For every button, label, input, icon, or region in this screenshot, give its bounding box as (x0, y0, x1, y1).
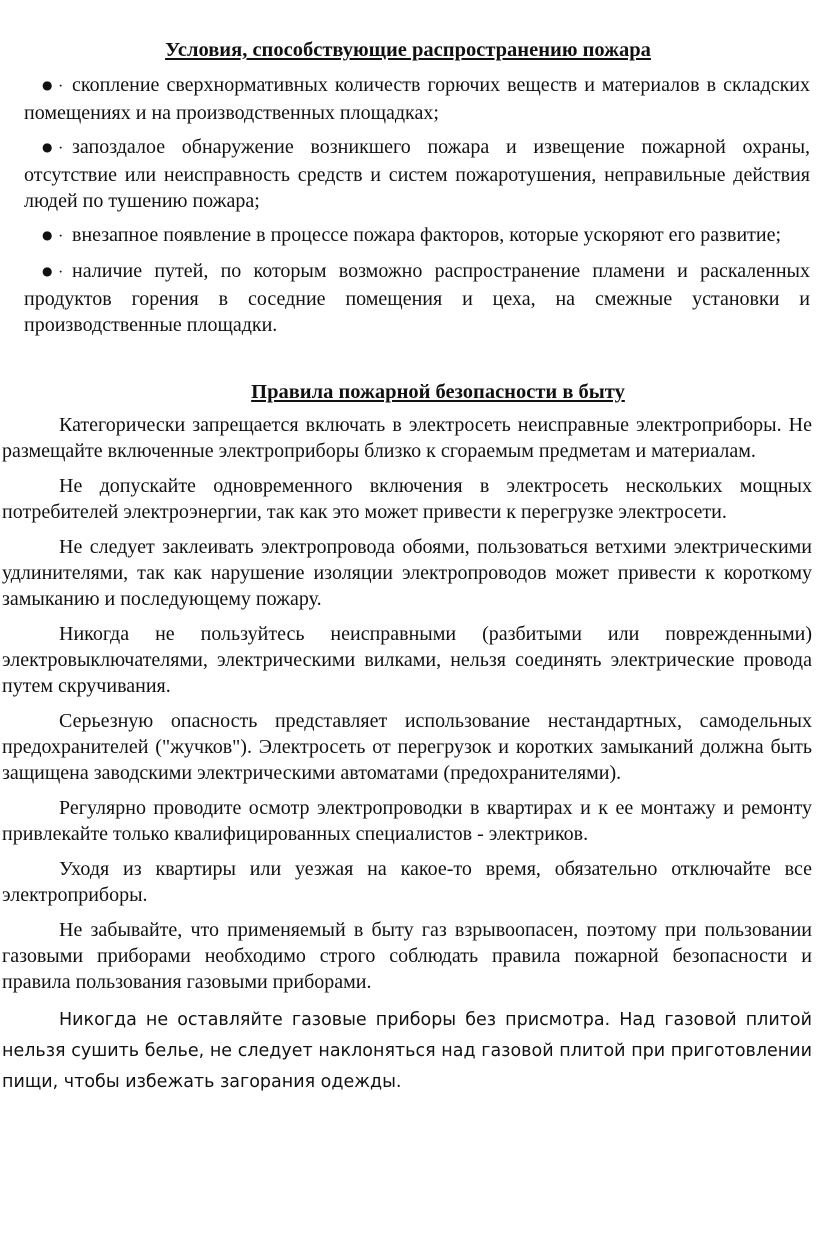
paragraph: Никогда не оставляйте газовые приборы без присмотра. Над газовой плитой нельзя сушить белье, не следует наклоняться над газовой плитой при приготовлении пищи, чтобы избежать загорания одежды. (2, 1010, 812, 1092)
dot-marker: · (58, 78, 64, 95)
paragraph: Уходя из квартиры или уезжая на какое-то время, обязательно отключайте все электроприборы. (2, 858, 812, 906)
section-title-household-fire-safety: Правила пожарной безопасности в быту (251, 381, 625, 403)
list-item (24, 258, 810, 338)
bullet-icon: ● (42, 140, 53, 154)
paragraph: Серьезную опасность представляет использование нестандартных, самодельных предохранителей ("жучков"). Электросеть от перегрузок и коротких замыканий должна быть защищена заводскими электрическими автоматами (предохранителями). (2, 710, 812, 784)
list-item-text: внезапное появление в процессе пожара факторов, которые ускоряют его развитие; (72, 224, 782, 246)
conditions-list (2, 72, 814, 338)
paragraph: Не следует заклеивать электропровода обоями, пользоваться ветхими электрическими удлинителями, так как нарушение изоляции электропроводов может привести к короткому замыканию и последующему пожару. (2, 536, 812, 610)
list-item-text: скопление сверхнормативных количеств горючих веществ и материалов в складских помещениях и на производственных площадках; (24, 74, 810, 124)
paragraph: Не допускайте одновременного включения в электросеть нескольких мощных потребителей электроэнергии, так как это может привести к перегрузке электросети. (2, 475, 812, 523)
list-item (24, 134, 810, 214)
list-item (24, 222, 810, 250)
list-item-text: запоздалое обнаружение возникшего пожара и извещение пожарной охраны, отсутствие или неисправность средств и систем пожаротушения, неправильные действия людей по тушению пожара; (24, 136, 810, 212)
dot-marker: · (58, 228, 64, 245)
dot-marker: · (58, 140, 64, 157)
bullet-icon: ● (42, 78, 53, 92)
list-item-text: наличие путей, по которым возможно распространение пламени и раскаленных продуктов горения в соседние помещения и цеха, на смежные установки и производственные площадки. (24, 260, 810, 336)
paragraph: Регулярно проводите осмотр электропроводки в квартирах и к ее монтажу и ремонту привлекайте только квалифицированных специалистов - электриков. (2, 797, 812, 845)
paragraph: Не забывайте, что применяемый в быту газ взрывоопасен, поэтому при пользовании газовыми приборами необходимо строго соблюдать правила пожарной безопасности и правила пользования газовыми приборами. (2, 919, 812, 993)
bullet-icon: ● (42, 228, 53, 242)
dot-marker: · (58, 264, 64, 281)
paragraph: Никогда не пользуйтесь неисправными (разбитыми или поврежденными) электровыключателями, электрическими вилками, нельзя соединять электрические провода путем скручивания. (2, 623, 812, 697)
bullet-icon: ● (42, 264, 53, 278)
paragraph: Категорически запрещается включать в электросеть неисправные электроприборы. Не размещайте включенные электроприборы близко к сгораемым предметам и материалам. (2, 414, 812, 462)
list-item (24, 72, 810, 126)
section-title-fire-spread-conditions: Условия, способствующие распространению пожара (165, 39, 651, 61)
